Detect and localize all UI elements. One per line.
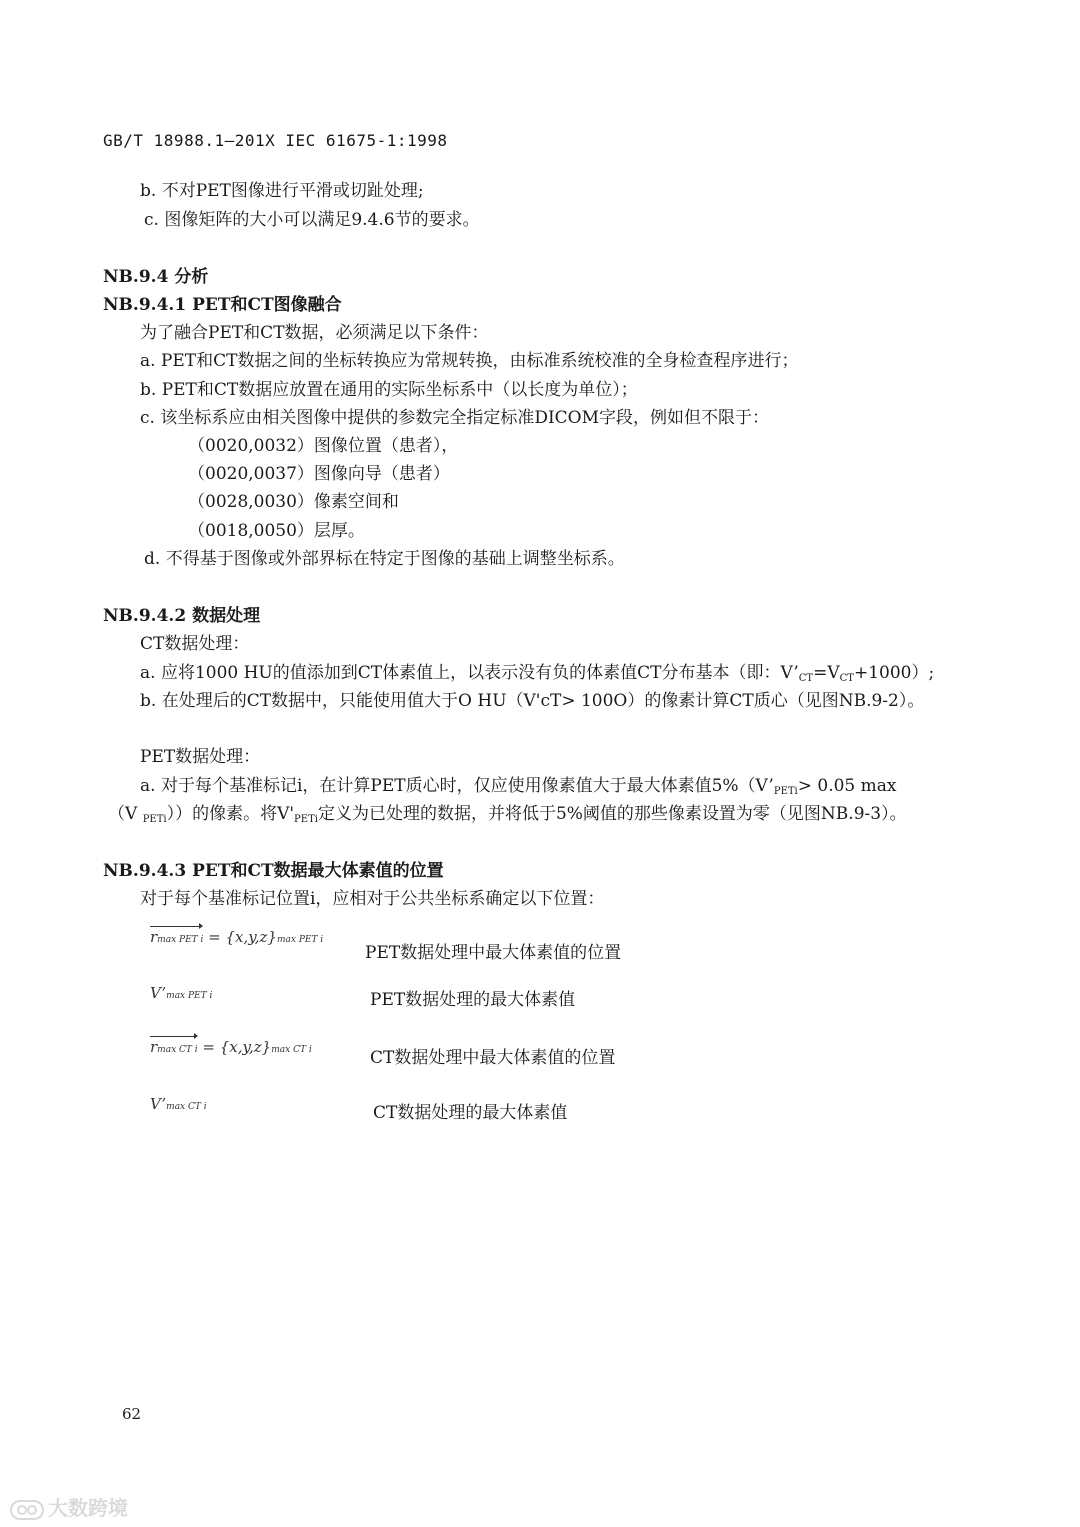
- paragraph-intro: 为了融合PET和CT数据，必须满足以下条件：: [140, 323, 489, 343]
- formula-desc: PET数据处理的最大体素值: [370, 990, 576, 1010]
- list-item-c: c. 图像矩阵的大小可以满足9.4.6节的要求。: [144, 210, 480, 230]
- pet-step-a-line1: a. 对于每个基准标记i，在计算PET质心时，仅应使用像素值大于最大体素值$5\%(V’_{PETi}> 0.05$ max: [140, 776, 897, 797]
- condition-d: d. 不得基于图像或外部界标在特定于图像的基础上调整坐标系。: [144, 549, 625, 569]
- watermark: 大数跨境: [10, 1492, 128, 1521]
- formula-v-max-ct: V’max CT i: [150, 1095, 207, 1113]
- section-heading-9-4: NB.9.4 分析: [103, 267, 209, 287]
- section-heading-9-4-2: NB.9.4.2 数据处理: [103, 606, 261, 626]
- ct-processing-title: CT数据处理：: [140, 634, 250, 654]
- formula-v-max-pet: V’max PET i: [150, 984, 213, 1002]
- dicom-tag: （0028,0030）像素空间和: [188, 492, 399, 512]
- ct-step-b: b. 在处理后的CT数据中，只能使用值大于O HU（V'cT> 100O）的像素计算CT质心（见图NB.9-2）。: [140, 691, 925, 711]
- dicom-tag: （0020,0037）图像向导（患者）: [188, 464, 450, 484]
- standard-header: GB/T 18988.1—201X IEC 61675-1:1998: [103, 131, 448, 150]
- list-item-b: b. 不对PET图像进行平滑或切趾处理;: [140, 181, 424, 201]
- section-heading-9-4-1: NB.9.4.1 PET和CT图像融合: [103, 295, 342, 315]
- condition-c: c. 该坐标系应由相关图像中提供的参数完全指定标准DICOM字段，例如但不限于：: [140, 408, 770, 428]
- position-intro: 对于每个基准标记位置i，应相对于公共坐标系确定以下位置：: [140, 889, 605, 909]
- section-heading-9-4-3: NB.9.4.3 PET和CT数据最大体素值的位置: [103, 861, 444, 881]
- dicom-tag: （0020,0032）图像位置（患者），: [188, 436, 459, 456]
- page-number: 62: [122, 1405, 142, 1423]
- formula-r-max-ct: rmax CT i = {x,y,z}max CT i: [150, 1038, 312, 1056]
- pet-step-a-line2: （V $_{PETi}$））的像素。将$V'_{PETi}$定义为已处理的数据，并将低于5%阈值的那些像素设置为零（见图NB.9-3）。: [108, 804, 907, 825]
- condition-b: b. PET和CT数据应放置在通用的实际坐标系中（以长度为单位）；: [140, 380, 638, 400]
- formula-r-max-pet: rmax PET i = {x,y,z}max PET i: [150, 928, 324, 946]
- condition-a: a. PET和CT数据之间的坐标转换应为常规转换，由标准系统校准的全身检查程序进行；: [140, 351, 799, 371]
- formula-desc: CT数据处理中最大体素值的位置: [370, 1048, 616, 1068]
- watermark-logo-icon: [10, 1500, 44, 1520]
- formula-desc: CT数据处理的最大体素值: [373, 1103, 568, 1123]
- pet-processing-title: PET数据处理：: [140, 747, 261, 767]
- formula-desc: PET数据处理中最大体素值的位置: [365, 943, 622, 963]
- ct-step-a: a. 应将1000 HU的值添加到CT体素值上，以表示没有负的体素值CT分布基本（即：$V’_{CT}=V_{CT}+1000$）;: [140, 663, 935, 684]
- dicom-tag: （0018,0050）层厚。: [188, 521, 365, 541]
